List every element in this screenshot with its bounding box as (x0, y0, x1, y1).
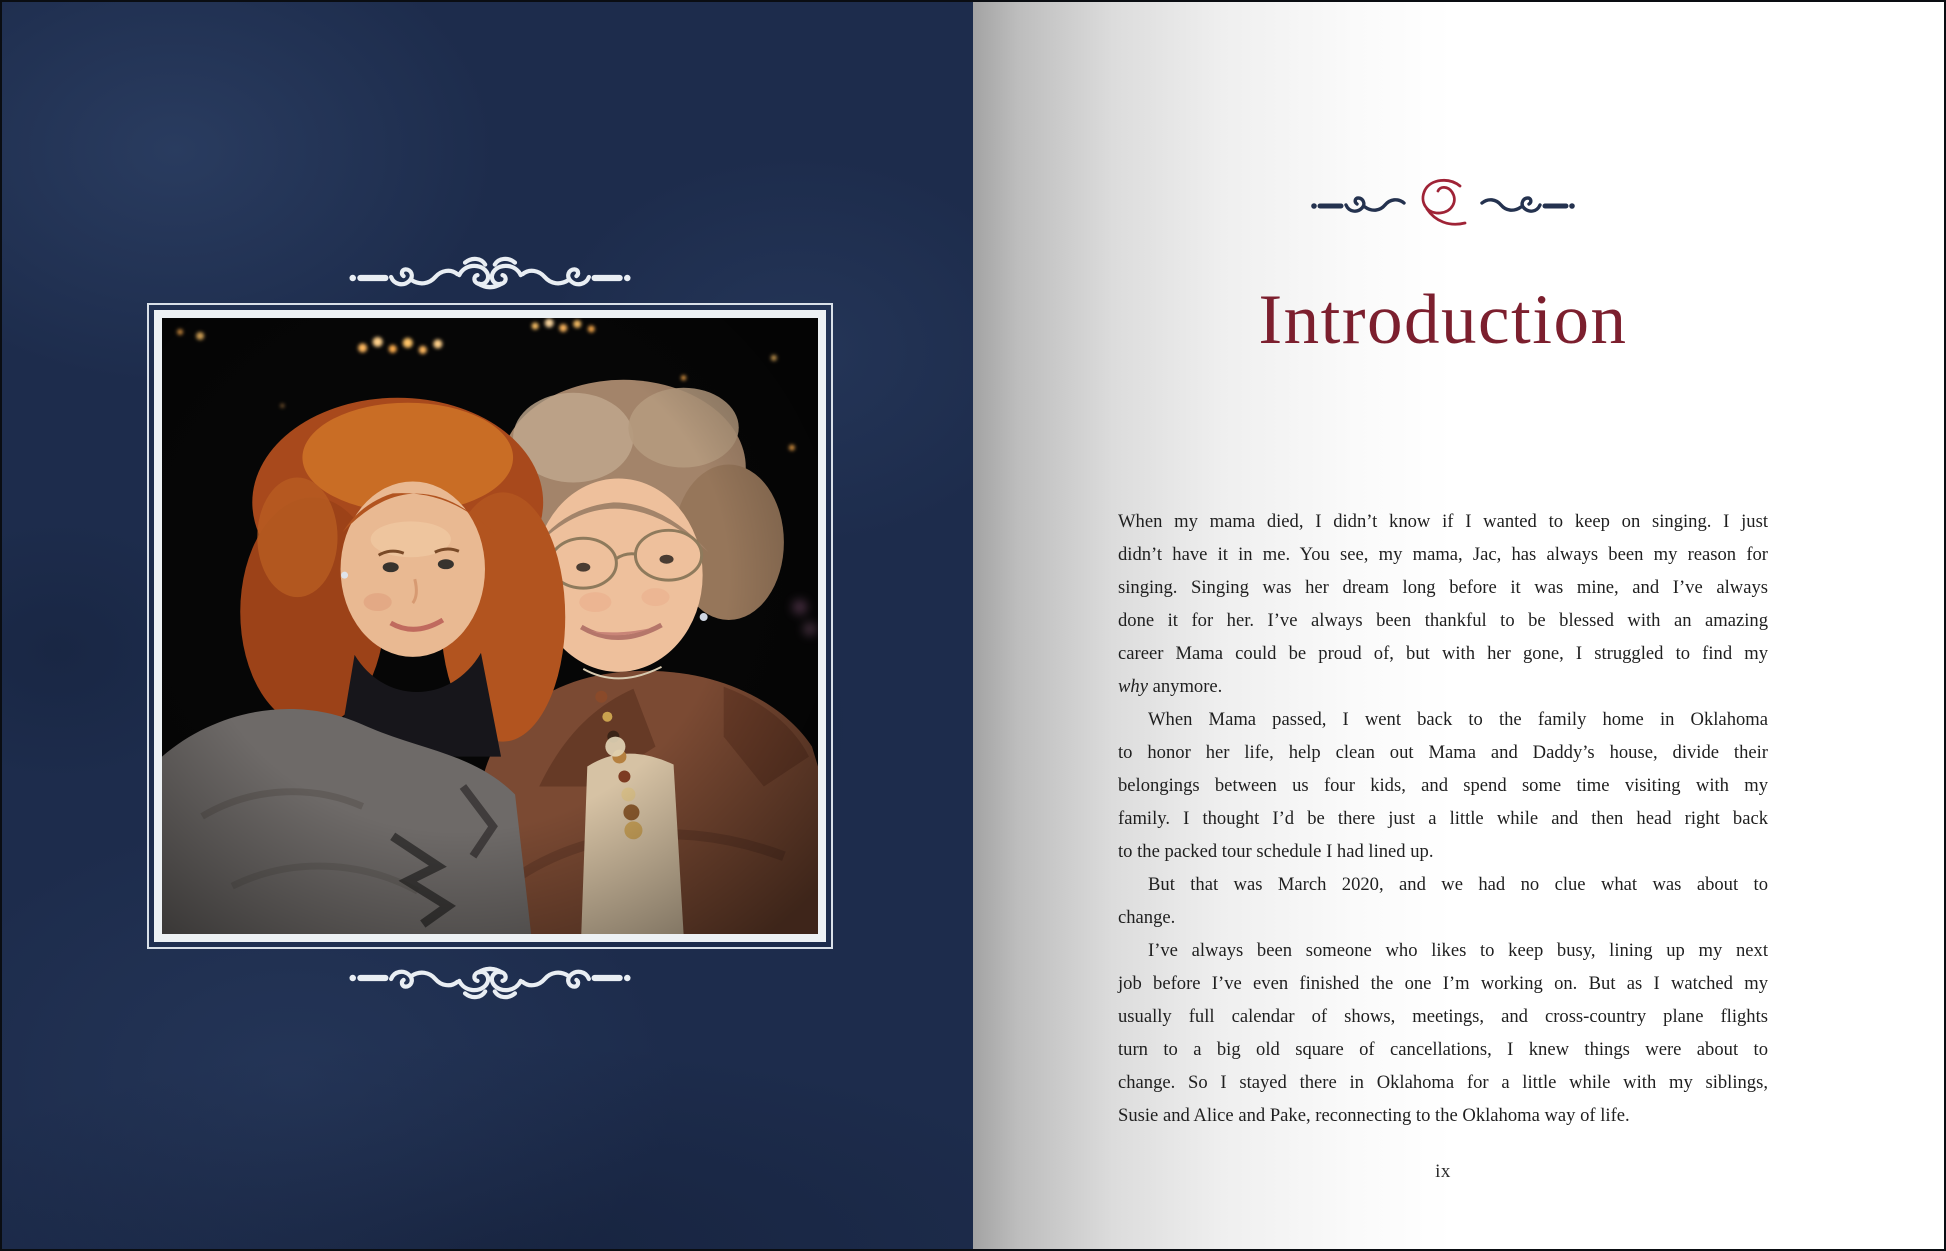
photo-mat (154, 310, 826, 942)
body-line: Susie and Alice and Pake, reconnecting to the Oklahoma way of life. (1118, 1105, 1630, 1126)
body-line: belongings between us four kids, and spend some time visiting with my (1118, 775, 1768, 796)
flourish-bottom-ornament (345, 954, 635, 1002)
photo-frame (147, 303, 833, 949)
body-line: When my mama died, I didn’t know if I wanted to keep on singing. I just (1118, 511, 1768, 532)
body-line-rest: anymore. (1147, 676, 1223, 697)
body-line: career Mama could be proud of, but with her gone, I struggled to find my (1118, 643, 1768, 664)
body-line: turn to a big old square of cancellations, I knew things were about to (1118, 1039, 1768, 1060)
body-line: to honor her life, help clean out Mama and Daddy’s house, divide their (1118, 742, 1768, 763)
body-line: change. So I stayed there in Oklahoma for a little while with my siblings, (1118, 1072, 1768, 1093)
reba-script-monogram-icon (1308, 176, 1578, 230)
body-line: singing. Singing was her dream long before it was mine, and I’ve always (1118, 577, 1768, 598)
body-line: family. I thought I’d be there just a little while and then head right back (1118, 808, 1768, 829)
body-line: usually full calendar of shows, meetings, and cross-country plane flights (1118, 1006, 1768, 1027)
body-line: When Mama passed, I went back to the family home in Oklahoma (1148, 709, 1768, 730)
scroll-flourish-icon (345, 954, 635, 1002)
chapter-title: Introduction (1258, 281, 1628, 359)
right-page (973, 0, 1946, 1251)
body-line: to the packed tour schedule I had lined up. (1118, 841, 1434, 862)
page-number: ix (1435, 1161, 1451, 1182)
body-line: But that was March 2020, and we had no clue what was about to (1148, 874, 1768, 895)
body-line: job before I’ve even finished the one I’m working on. But as I watched my (1118, 973, 1768, 994)
photo-illustration (162, 318, 818, 934)
chapter-body (1118, 505, 1768, 1132)
italic-word: why (1118, 676, 1148, 697)
body-line (1118, 670, 1768, 703)
scroll-flourish-icon (345, 254, 635, 302)
body-line: didn’t have it in me. You see, my mama, Jac, has always been my reason for (1118, 544, 1768, 565)
body-line: I’ve always been someone who likes to keep busy, lining up my next (1148, 940, 1768, 961)
body-line: change. (1118, 907, 1176, 928)
body-line: done it for her. I’ve always been thankful to be blessed with an amazing (1118, 610, 1768, 631)
flourish-top-ornament (345, 254, 635, 302)
chapter-ornament (1308, 176, 1578, 230)
